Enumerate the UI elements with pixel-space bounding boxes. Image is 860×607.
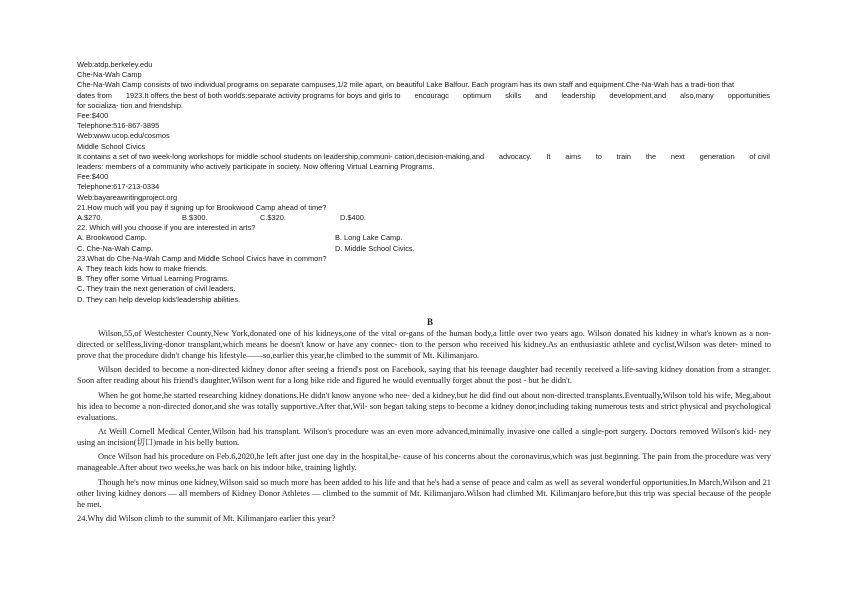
paragraph: Though he's now minus one kidney,Wilson said so much more has been added to his life and that he's had a sense of peace and calm as well as several wonderful opportunities.In March,Wilson and 21 other living kidney donors — all members of Kidney Donor Athletes — climbed to the summit of Mt. Kilimanjaro.Wilson had climbed Mt. Kilimanjaro before,but this trip was special because of the people he met. bbox=[77, 477, 771, 509]
fee-che-na-wah: Fee:$400 bbox=[77, 111, 109, 121]
web-link-atdp: Web:atdp.berkeley.edu bbox=[77, 60, 153, 69]
word: and bbox=[535, 90, 548, 100]
word: aims bbox=[565, 151, 581, 161]
word: of civil bbox=[749, 151, 770, 161]
word: train bbox=[616, 151, 632, 161]
option-a: A. They teach kids how to make friends. bbox=[77, 264, 208, 274]
word: 1923.It offers the best of both worlds:separate activity programs for boys and girls to bbox=[125, 90, 401, 100]
section-b-heading: B bbox=[426, 317, 433, 327]
option-a: A. Brookwood Camp. bbox=[77, 233, 147, 243]
word: It bbox=[546, 151, 551, 161]
camp-title-che-na-wah: Che-Na-Wah Camp bbox=[77, 70, 142, 80]
option-d: D. Middle School Civics. bbox=[335, 243, 415, 253]
question-22: 22. Which will you choose if you are interested in arts? bbox=[77, 223, 256, 233]
paragraph: At Weill Cornell Medical Center,Wilson had his transplant. Wilson's procedure was an even more advanced,minimally invasive one called a single-port surgery. Doctors removed Wilson's kid- ney using an incision(切口)made in his belly button. bbox=[77, 427, 771, 447]
word: also,many bbox=[680, 90, 714, 100]
paragraph: Wilson,55,of Westchester County,New York,donated one of his kidneys,one of the vital or-gans of the human body,a little over two years ago. Wilson donated his kidney in what's known as a non-directed or selfless,living-donor transplant,which means he doesn't know or have any connec- tion to the person who received his kidney.As an enthusiastic athlete and cyclist,Wilson was deter- mined to prove that the procedure didn't change his lifestyle——so,earlier this year,he climbed to the summit of Mt. Kilimanjaro. bbox=[77, 329, 771, 360]
option-b: B. Long Lake Camp. bbox=[335, 233, 403, 243]
word: to bbox=[595, 151, 602, 161]
civics-title: Middle School Civics bbox=[77, 141, 146, 151]
question-21: 21.How much will you pay if signing up for Brookwood Camp ahead of time? bbox=[77, 202, 327, 212]
word: dates from bbox=[77, 90, 112, 100]
question-22-options-row-1 bbox=[77, 233, 770, 243]
camp-listings bbox=[77, 60, 770, 305]
web-link-bayarea: Web:bayareawritingproject.org bbox=[77, 192, 178, 202]
passage-b bbox=[77, 329, 771, 529]
option-b: B. They offer some Virtual Learning Programs. bbox=[77, 274, 229, 284]
word: leadership bbox=[561, 90, 596, 100]
option-c: C. They train the next generation of civil leaders. bbox=[77, 284, 236, 294]
question-23: 23.What do Che-Na-Wah Camp and Middle School Civics have in common? bbox=[77, 253, 327, 263]
telephone-che-na-wah: Telephone:516-867-3895 bbox=[77, 121, 160, 131]
word: It contains a set of two week-long workshops for middle school students on leadership,communi- cation,decision-making,and bbox=[77, 151, 485, 161]
paragraph: Wilson decided to become a non-directed kidney donor after seeing a friend's post on Facebook, saying that his teenage daughter had recently received a life-saving kidney donation from a stranger. Soon after reading about his friend's daughter,Wilson went for a long bike ride and figured he would eventually forget about the post - but he didn't. bbox=[77, 365, 771, 386]
option-d: D.$400. bbox=[340, 213, 366, 223]
paragraph: When he got home,he started researching kidney donations.He didn't know anyone who nee- ded a kidney,but he did find out about non-directed transplants.Eventually,Wilson told his wife, Meg,about his idea to become a non-directed donor,and she was totally supportive.After that,Wil- son began taking steps to become a kidney donor,including taking numerous tests and strict physical and psychological evaluations. bbox=[77, 390, 771, 422]
camp-description-line-3: for socializa- tion and friendship. bbox=[77, 100, 183, 110]
word: generation bbox=[699, 151, 735, 161]
option-b: B.$300. bbox=[182, 213, 208, 223]
word: skills bbox=[505, 90, 522, 100]
option-c: C. Che-Na-Wah Camp. bbox=[77, 243, 154, 253]
fee-civics: Fee:$400 bbox=[77, 172, 109, 182]
civics-description-line-1 bbox=[77, 152, 770, 162]
camp-description-line-1: Che-Na-Wah Camp consists of two individual programs on separate campuses,1/2 mile apart, on beautiful Lake Balfour. Each program has its own staff and equipment.Che-Na-Wah has a tradi-tion that bbox=[77, 80, 735, 90]
option-c: C.$320. bbox=[260, 213, 286, 223]
option-a: A.$270. bbox=[77, 213, 103, 223]
web-link-cosmos: Web:www.ucop.edu/cosmos bbox=[77, 131, 170, 141]
paragraph: Once Wilson had his procedure on Feb.6,2020,he left after just one day in the hospital,be- cause of his concerns about the coronavirus,which was just beginning. The pain from the procedure was very manageable.After about two weeks,he was back on his indoor bike, training lightly. bbox=[77, 452, 771, 473]
word: the bbox=[645, 151, 657, 161]
civics-description-line-2: leaders: members of a community who actively participate in society. Now offering Virtual Learning Programs. bbox=[77, 162, 435, 172]
telephone-civics: Telephone:617-213-0334 bbox=[77, 182, 160, 192]
word: opportunities bbox=[727, 90, 770, 100]
question-22-options-row-2 bbox=[77, 244, 770, 254]
question-21-options bbox=[77, 213, 770, 223]
word: advocacy. bbox=[498, 151, 532, 161]
option-d: D. They can help develop kids'leadership abilities. bbox=[77, 294, 241, 304]
word: optimum bbox=[462, 90, 492, 100]
question-24: 24.Why did Wilson climb to the summit of Mt. Kilimanjaro earlier this year? bbox=[77, 514, 336, 524]
word: encouragc bbox=[414, 90, 449, 100]
word: development,and bbox=[609, 90, 667, 100]
camp-description-line-2 bbox=[77, 91, 770, 101]
word: next bbox=[670, 151, 685, 161]
